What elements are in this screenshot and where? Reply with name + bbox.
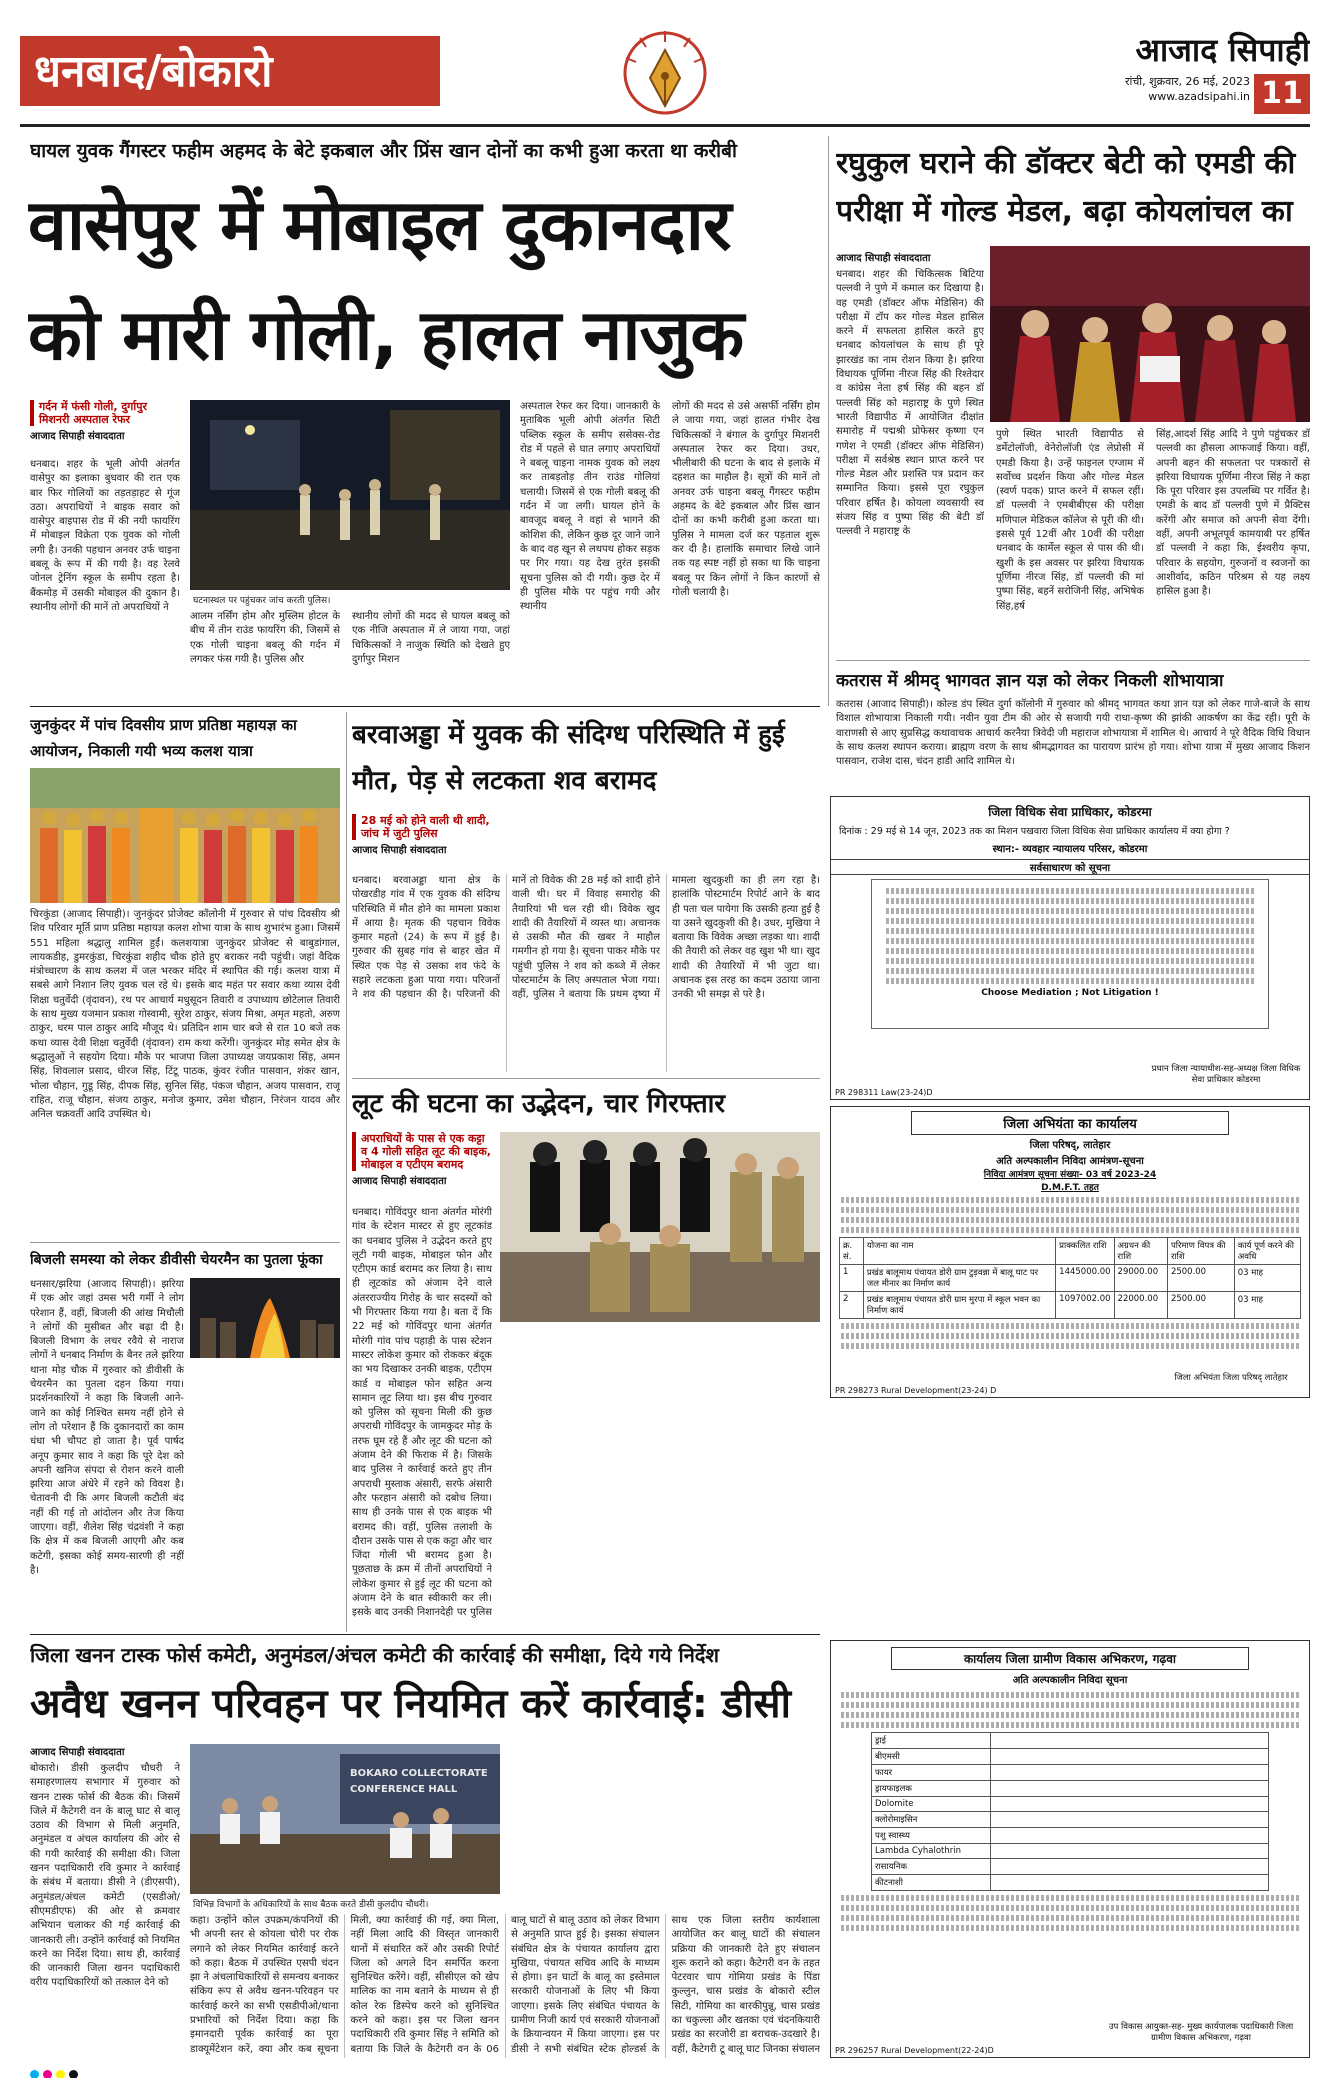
story1-byline: आजाद सिपाही संवाददाता [30,431,125,442]
ad2-text-line [841,1217,1299,1223]
ad3-cell [991,1749,1269,1765]
ad3-cell: फायर [872,1765,991,1781]
ad3-cell: बीएमसी [872,1749,991,1765]
table-row [872,1733,1269,1749]
story2-byline: आजाद सिपाही संवाददाता [836,253,931,264]
ad2-text-line [841,1343,1299,1349]
registration-dot [56,2070,65,2078]
story8-photo-text: BOKARO COLLECTORATE CONFERENCE HALL [350,1768,488,1795]
hr [836,660,1310,661]
ad1-sign: प्रधान जिला न्यायाधीश-सह-अध्यक्ष जिला विधिक सेवा प्राधिकार कोडरमा [1151,1064,1301,1085]
ad2-cell: 2500.00 [1167,1265,1234,1292]
ad3-cell [991,1765,1269,1781]
ad3-cell [991,1733,1269,1749]
ad3-table [871,1732,1269,1891]
table-row [872,1797,1269,1812]
ad2-th: योजना का नाम [863,1238,1055,1265]
ad1-text-line [886,948,1254,954]
ad3-subtitle: अति अल्पकालीन निविदा सूचना [1012,1675,1128,1686]
ad2-cell: 03 माह [1234,1292,1300,1319]
story1-col5: लोगों की मदद से उसे असर्फी नर्सिंग होम ले जाया गया, जहां हालत गंभीर देख चिकित्सकों ने बंगाल के दुर्गापुर मिशनरी अस्पताल रेफर कर दिया। उधर, भीलीबारी की घटना के बाद से इलाके में दहशत का माहौल है। सूत्रों की मानें तो अनवर उर्फ चाइना बबलू गैंगस्टर फहीम अहमद के बेटे इकबाल और प्रिंस खान दोनों का कभी करीबी हुआ करता था। पुलिस ने मामला दर्ज कर पड़ताल शुरू कर दी है। हालांकि समाचार लिखे जाने तक यह स्पष्ट नहीं हो सका था कि चाइना बबलू पर किन लोगों ने किन कारणों से गोली चलायी है। [672,401,820,598]
story6-subkicker-box [352,814,492,876]
section-title: धनबाद/बोकारो [34,46,273,97]
story1-photo-caption: घटनास्थल पर पहुंचकर जांच करती पुलिस। [190,592,510,606]
story7-subkicker: अपराधियों के पास से एक कट्टा व 4 गोली सहित लूट की बाइक, मोबाइल व एटीएम बरामद [352,1132,492,1171]
story8-body-left: बोकारो। डीसी कुलदीप चौधरी ने समाहरणालय सभागार में गुरुवार को खनन टास्क फोर्स की बैठक की। जिसमें जिले में कैटेगरी वन के बालू घाट से बालू उठाव की विभाग से मिली अनुमति, अनुमंडल व अंचल कार्यालय की ओर से की गयी कार्रवाई की समीक्षा की। जिला खनन पदाधिकारी रवि कुमार ने कार्रवाई के संबंध में बताया। डीसी ने (डीएसपी), अनुमंडल/अंचल कमेटी (एसडीओ/सीएमडीएफ) की ओर से क्रमवार अभियान चलाकर की गई कार्रवाई की जानकारी ली। उन्होंने कार्रवाई को नियमित करने का निर्देश दिया। साथ ही, कार्रवाई की जानकारी जिला खनन पदाधिकारी वरीय पदाधिकारियों को तत्काल देने को [30,1763,180,1989]
registration-dot [69,2070,78,2078]
registration-dot [30,2070,39,2078]
table-row [840,1292,1301,1319]
paper-name: आजाद सिपाही [1135,31,1310,69]
ad3-cell: कीटनाशी [872,1875,991,1891]
story7-byline: आजाद सिपाही संवाददाता [352,1176,447,1187]
story1-col1: धनबाद। शहर के भूली ओपी अंतर्गत वासेपुर का इलाका बुधवार की रात एक बार फिर गोलियों का तड़तड़ाहट से गूंज उठा। अपराधियों ने बाइक सवार को वासेपुर बाइपास रोड में की नयी फायरिंग में मोबाइल विक्रेता एक युवक को गोली लगी है। उनकी पहचान अनवर उर्फ चाइना बबलू के रूप में की गयी है। वह रेलवे जोनल ट्रेनिंग स्कूल के समीप रहता है। बैंकमोड़ में उसकी मोबाइल की दुकान है। स्थानीय लोगों की मानें तो अपराधियों ने [30,459,180,613]
ad2-text-line [841,1207,1299,1213]
hr [30,706,820,707]
story5-body: धनसार/झरिया (आजाद सिपाही)। झरिया में एक ओर जहां उमस भरी गर्मी ने लोग परेशान हैं, वहीं, बिजली की आंख मिचौली ने लोगों की मुसीबत और बढ़ा दी है। बिजली विभाग के लचर रवैये से नाराज लोगों ने धनबाद निर्माण के बैनर तले झरिया थाना मोड़ चौक में गुरुवार को डीवीसी के चेयरमैन का पुतला दहन किया गया। प्रदर्शनकारियों ने कहा कि बिजली आने-जाने का कोई निश्चित समय नहीं होने से लोग तो परेशान हैं कि दुकानदारों का काम धंधा भी चौपट हो जाता है। पूर्व पार्षद अनूप कुमार साव ने कहा कि पूरे देश को अपनी खनिज संपदा से रोशन करने वाली झरिया आज अंधेरे में रहने को विवश है। चेतावनी दी कि अगर बिजली कटौती बंद नहीं की गई तो आंदोलन और तेज किया जाएगा। वहीं, शैलेश सिंह चंद्रवंशी ने कहा कि क्षेत्र में कब बिजली आएगी और कब कटेगी, इसका कोई समय-सारणी ही नहीं है। [30,1279,184,1576]
ad2-ref: निविदा आमंत्रण सूचना संख्या- 03 वर्ष 2023-24 [983,1170,1157,1180]
story5-headline: बिजली समस्या को लेकर डीवीसी चेयरमैन का पुतला फूंका [30,1252,323,1268]
ad2-cell: 1097002.00 [1056,1292,1114,1319]
ad2-cell: 29000.00 [1114,1265,1167,1292]
ad1-legal-services [830,796,1310,1100]
story6-byline: आजाद सिपाही संवाददाता [352,845,447,856]
story4-photo [30,768,340,903]
story2-col3: सिंह,आदर्श सिंह आदि ने पुणे पहुंचकर डॉ पल्लवी का हौसला आफजाई किया। वहीं, अपनी बहन की सफलता पर पत्रकारों से झरिया विधायक पूर्णिमा नीरज सिंह ने कहा कि पूरा परिवार इस उपलब्धि पर गर्वित है। एमडी के बाद डॉ पल्लवी पुणे में प्रैक्टिस करेंगी और समाज को अपनी सेवा देंगी। वहीं, अपनी अभूतपूर्व कामयाबी पर हर्षित डॉ पल्लवी ने कहा कि, ईश्वरीय कृपा, परिवार के सहयोग, गुरुजनों व स्वजनों का आशीर्वाद, कठिन परिश्रम से यह लक्ष्य हासिल हुआ है। [1156,429,1310,598]
story1-subkicker-text: गर्दन में फंसी गोली, दुर्गापुर मिशनरी अस्पताल रेफर [30,400,180,426]
story8-photo-caption: विभिन्न विभागों के अधिकारियों के साथ बैठक करते डीसी कुलदीप चौधरी। [190,1896,500,1910]
ad2-cell: 1445000.00 [1056,1265,1114,1292]
ad2-cell: 2500.00 [1167,1292,1234,1319]
col-divider [346,712,347,1632]
dateline: रांची, शुक्रवार, 26 मई, 2023 [1124,75,1250,88]
ad1-text-line [886,938,1254,944]
ad1-text-line [886,978,1254,984]
ad1-text-line [886,908,1254,914]
table-row [872,1765,1269,1781]
ad1-footer: PR 298311 Law(23-24)D [835,1088,933,1097]
story1-col3: स्थानीय लोगों की मदद से घायल बबलू को एक नीजि अस्पताल में ले जाया गया, जहां चिकित्सकों ने नाजुक स्थिति को देखते हुए दुर्गापुर मिशन [352,611,510,665]
ad2-footer: PR 298273 Rural Development(23-24) D [835,1386,997,1395]
table-row [872,1859,1269,1875]
ad3-table-wrap [871,1732,1269,1891]
table-row [872,1844,1269,1859]
ad2-notice: अति अल्पकालीन निविदा आमंत्रण-सूचना [996,1156,1144,1167]
story6-subkicker: 28 मई को होने वाली थी शादी, जांच में जुटी पुलिस [352,814,492,840]
ad3-cell: Lambda Cyhalothrin [872,1844,991,1859]
ad3-cell [991,1828,1269,1844]
col-divider [828,136,829,706]
ad3-cell [991,1812,1269,1828]
ad2-cell: 22000.00 [1114,1292,1167,1319]
ad2-engineer-office [830,1106,1310,1398]
ad2-subtitle: जिला परिषद्, लातेहार [1029,1140,1111,1151]
ad3-cell [991,1859,1269,1875]
ad3-cell: ड्रायफाइलक [872,1781,991,1797]
story1-col4: अस्पताल रेफर कर दिया। जानकारी के मुताबिक भूली ओपी अंतर्गत सिटी पब्लिक स्कूल के समीप ससेक्स-रोड रोड में पहले से घात लगाए अपराधियों ने बबलू चाइना नामक युवक को लक्ष्य कर ताबड़तोड़ तीन राउंड गोलियां चलायी। जिसमें से एक गोली बबलू की गर्दन में जा लगी। घायल होने के बावजूद बबलू ने वहां से भागने की कोशिश की, लेकिन कुछ दूर जाने जाने के बाद वह खून से लथपथ होकर सड़क पर गिर गया। यह देख तुरंत इसकी सूचना पुलिस को दी गयी। कुछ देर में ही पुलिस मौके पर पहुंच गयी और स्थानीय [520,401,660,613]
ad1-text-line [886,918,1254,924]
ad2-th: अग्रधन की राशि [1114,1238,1167,1265]
ad2-table-wrap [839,1237,1301,1319]
registration-dot [43,2070,52,2078]
story7-photo [500,1132,820,1322]
ad3-text-line [841,1722,1299,1728]
ad1-text-line [886,898,1254,904]
story7-subkicker-box [352,1132,492,1202]
table-row [872,1781,1269,1797]
story3-headline: कतरास में श्रीमद् भागवत ज्ञान यज्ञ को लेकर निकली शोभायात्रा [836,671,1224,691]
story1-subkicker [30,400,180,460]
table-row [872,1749,1269,1765]
registration-marks [30,2064,1310,2078]
ad3-text-line [841,1905,1299,1911]
ad3-cell [991,1844,1269,1859]
ad3-sign: उप विकास आयुक्त-सह- मुख्य कार्यपालक पदाधिकारी जिला ग्रामीण विकास अभिकरण, गढ़वा [1108,2022,1294,2043]
ad3-footer: PR 296257 Rural Development(22-24)D [835,2046,994,2055]
story5-body-cont [190,1362,340,1628]
ad3-cell [991,1797,1269,1812]
ad2-cell: 2 [840,1292,864,1319]
ad3-rural-development [830,1640,1310,2058]
story7-body-cont [500,1328,820,1628]
ad2-th: कार्य पूर्ण करने की अवधि [1234,1238,1300,1265]
ad3-text-line [841,1925,1299,1931]
story4-body: चिरकुंडा (आजाद सिपाही)। जुनकुंदर प्रोजेक्ट कॉलोनी में गुरुवार से पांच दिवसीय श्री शिव परिवार मूर्ति प्राण प्रतिष्ठा महायज्ञ कलश शोभा यात्रा के साथ शुभारंभ हुआ। जिसमें 551 महिला श्रद्धालु शामिल हुईं। कलशयात्रा जुनकुंदर प्रोजेक्ट से बाबुडांगाल, लायकडीह, डुमरकुंडा, चिरकुंडा शहीद चौक होते हुए बराकर नदी पहुंची। जहां वैदिक मंत्रोच्चारण के साथ कलश में जल भरकर मंदिर में स्थापित की गई। कलश यात्रा में सबसे आगे निशान लिए युवक चल रहे थे। इसके बाद महंत पर सवार कथा व्यास देवी शिक्षा चतुर्वेदी (वृंदावन), रथ पर आचार्य मधुसूदन तिवारी व उपाध्याय छोटेलाल तिवारी के साथ मुख्य यजमान प्रकाश गोस्वामी, सुरेश ठाकुर, संजय मिश्रा, अमृत महतो, अरुण ठाकुर, धरम पाल ठाकुर आदि मौजूद थे। प्रतिदिन शाम चार बजे से रात 10 बजे तक कथा व्यास देवी शिक्षा चतुर्वेदी (वृंदावन) राम कथा करेंगी। जुनकुंदर मोड़ समेत क्षेत्र के श्रद्धालुओं ने सहयोग दिया। मौके पर भाजपा जिला उपाध्यक्ष जयप्रकाश सिंह, अमन सिंह, शिवलाल प्रसाद, धीरज सिंह, टिंटू पाठक, कुंवर रंजीत पासवान, शंकर खान, भोला चौहान, गुडू सिंह, दीपक सिंह, सुनिल सिंह, पंकज चौहान, अजय पासवान, राजू राहित, राजू चौहान, संजय ठाकुर, मनोज कुमार, उमेश चौहान, निरंजन यादव और अनिल चक्रवर्ती आदि उपस्थित थे। [30,909,340,1121]
hr [30,1634,820,1635]
ad2-text-line [841,1197,1299,1203]
story2-col2: पुणे स्थित भारती विद्यापीठ से डर्मेटोलॉजी, वेनेरोलॉजी एंड लेप्रोसी में एमडी किया है। उन्हें फाइनल एग्जाम में सर्वोच्च प्रदर्शन किया और गोल्ड मेडल (स्वर्ण पदक) प्राप्त करने में सफल रहीं। डॉ पल्लवी ने एमबीबीएस की परीक्षा मणिपाल मेडिकल कॉलेज से पूरी की थी। इससे पूर्व 12वीं और 10वीं की परीक्षा धनबाद के कार्मेल स्कूल से पास की थी। खुशी के इस अवसर पर झरिया विधायक पूर्णिमा नीरज सिंह, डॉ पल्लवी की मां पुष्पा सिंह, बहनें सरोजिनी सिंह, अभिषेक सिंह,हर्ष [996,429,1144,612]
pen-nib-icon [620,28,710,118]
story6-headline: बरवाअड्डा में युवक की संदिग्ध परिस्थिति में हुई मौत, पेड़ से लटकता शव बरामद [352,720,785,796]
ad2-text-line [841,1227,1299,1233]
table-row [840,1265,1301,1292]
ad1-text-line [886,888,1254,894]
ad3-cell [991,1781,1269,1797]
ad1-text-line [886,958,1254,964]
story5-photo [190,1278,340,1358]
table-row [872,1828,1269,1844]
story2-col1: धनबाद। शहर की चिकित्सक बिटिया पल्लवी ने पुणे में कमाल कर दिखाया है। वह एमडी (डॉक्टर ऑफ मेडिसिन) की परीक्षा में टॉप कर गोल्ड मेडल हासिल करने में सफलता हासिल करते हुए धनबाद कोयलांचल के साथ ही पूरे झारखंड का नाम रोशन किया है। झरिया विधायक पूर्णिमा नीरज सिंह की रिश्तेदार व कांग्रेस नेता हर्ष सिंह की बहन डॉ पल्लवी सिंह को महाराष्ट्र के पुणे स्थित भारती विद्यापीठ में आयोजित दीक्षांत समारोह में पद्मश्री प्रोफेसर कृष्णा एन गणेश ने एमडी (डॉक्टर ऑफ मेडिसिन) परीक्षा में सर्वश्रेष्ठ स्थान प्राप्त करने पर गोल्ड मेडल और प्रशस्ति पत्र प्रदान कर सम्मानित किया। इससे पूरा रघुकुल परिवार हर्षित है। कोयला व्यवसायी स्व संजय सिंह व पुष्पा सिंह की बेटी डॉ पल्लवी ने महाराष्ट्र के [836,269,984,538]
ad3-cell [991,1875,1269,1891]
ad2-dmft: D.M.F.T. तहत [1041,1183,1099,1193]
ad2-text-line [841,1323,1299,1329]
ad3-cell: Dolomite [872,1797,991,1812]
ad1-line1: दिनांक : 29 मई से 14 जून, 2023 तक का मिशन पखवारा जिला विधिक सेवा प्राधिकार कार्यालय में क्या होगा ? [839,826,1230,837]
story1-headline-line1: वासेपुर में मोबाइल दुकानदार [28,184,731,266]
story2-photo [990,246,1310,422]
story8-kicker: जिला खनन टास्क फोर्स कमेटी, अनुमंडल/अंचल कमेटी की कार्रवाई की समीक्षा, दिये गये निर्देश [30,1643,720,1667]
hr [30,1242,340,1243]
story8-photo [190,1744,500,1894]
ad1-line2: स्थान:- व्यवहार न्यायालय परिसर, कोडरमा [992,844,1148,855]
story3-body: कतरास (आजाद सिपाही)। कोल्ड डंप स्थित दुर्गा कॉलोनी में गुरुवार को श्रीमद् भागवत कथा ज्ञान यज्ञ को लेकर गाजे-बाजे के साथ विशाल शोभायात्रा निकाली गयी। नवीन युवा टीम की ओर से सजायी गयी राधा-कृष्ण की झांकी आकर्षण का केंद्र रही। पूरी के वाराणसी से आए सुप्रसिद्ध कथावाचक आचार्य करनैया त्रिवेदी जी महाराज शोभायात्रा में शामिल थे। आचार्य ने पूरे वैदिक विधि विधान के साथ कलश स्थापन कराया। ब्राह्मण वरण के साथ श्रीमद्भागवत का पारायण प्रारंभ हो गया। शोभा यात्रा में मुख्य आजाद किशन पासवान, राजेश दास, चंदन हाडी आदि शामिल थे। [836,699,1310,768]
ad1-text-line [886,968,1254,974]
ad2-sign: जिला अभियंता जिला परिषद् लातेहार [1174,1373,1288,1383]
table-row [872,1875,1269,1891]
ad3-text-line [841,1702,1299,1708]
story8-headline: अवैध खनन परिवहन पर नियमित करें कार्रवाई: डीसी [30,1681,791,1727]
masthead [20,28,1310,120]
ad3-cell: पशु स्वास्थ्य [872,1828,991,1844]
table-row [872,1812,1269,1828]
story2-headline: रघुकुल घराने की डॉक्टर बेटी को एमडी की परीक्षा में गोल्ड मेडल, बढ़ा कोयलांचल का [836,146,1296,229]
ad1-title: जिला विधिक सेवा प्राधिकार, कोडरमा [988,805,1152,819]
ad2-th: क्र. सं. [840,1238,864,1265]
website: www.azadsipahi.in [1148,90,1250,103]
story6-body: धनबाद। बरवाअड्डा थाना क्षेत्र के पोखरडीह गांव में एक युवक की संदिग्ध परिस्थिति में मौत होने का मामला प्रकाश में आया है। मृतक की पहचान विवेक कुमार महतो (24) के रूप में हुई है। गुरुवार की सुबह गांव से बाहर खेत में स्थित एक पेड़ से उसका शव फंदे के सहारे लटकता हुआ पाया गया। परिजनों ने शव की पहचान की है। परिजनों की मानें तो विवेक की 28 मई को शादी होने वाली थी। घर में विवाह समारोह की तैयारियां भी चल रही थी। विवेक खुद शादी की तैयारियों में व्यस्त था। अचानक से उसकी मौत की खबर ने माहौल गमगीन हो गया है। सूचना पाकर मौके पर पहुंची पुलिस ने शव को कब्जे में लेकर पोस्टमार्टम के लिए अस्पताल भेजा गया। वहीं, पुलिस ने बताया कि प्रथम दृष्या में मामला खुदकुशी का ही लग रहा है। हालांकि पोस्टमार्टम रिपोर्ट आने के बाद ही पता चल पायेगा कि उसकी हत्या हुई है या उसने खुदकुशी की है। उधर, मुखिया ने बताया कि विवेक अच्छा लड़का था। शादी की तैयारी को लेकर वह खुश भी था। खुद शादी की तैयारियों में भी जुटा था। अचानक इस तरह का कदम उठाया जाना उनकी भी समझ से परे है। [352,875,820,1001]
ad3-text-line [841,1712,1299,1718]
ad3-cell: ड्राई [872,1733,991,1749]
masthead-rule [20,124,1310,127]
story7-body: धनबाद। गोविंदपुर थाना अंतर्गत मोरंगी गांव के स्टेशन मास्टर से हुए लूटकांड का धनबाद पुलिस ने उद्भेदन करते हुए लूटी गयी बाइक, मोबाइल फोन और एटीएम कार्ड बरामद कर लिया है। साथ ही लूटकांड को अंजाम देने वाले अंतरराज्यीय गिरोह के चार सदस्यों को भी गिरफ्तार किया गया है। बता दें कि 22 मई को गोविंदपुर थाना अंतर्गत मोरंगी गांव पांच पहाड़ी के पास स्टेशन मास्टर लोकेश कुमार को रोककर बंदूक का भय दिखाकर उनकी बाइक, एटीएम कार्ड व मोबाइल फोन सहित अन्य सामान लूट लिया था। इस बीच गुरुवार को पुलिस को सूचना मिली की कुछ अपराधी गोविंदपुर के जामकुदर मोड़ के तरफ घूम रहे हैं और लूट की घटना को अंजाम देने की फिराक में है। जिसके बाद पुलिस ने कार्रवाई करते हुए तीन अपराधी मुस्ताक अंसारी, सरफे अंसारी और फरहान अंसारी को दबोच लिया। साथ ही उनके पास से एक बाइक भी बरामद की। वहीं, पुलिस तलाशी के दौरान उसके पास से एक कट्टा और चार जिंदा गोली भी बरामद हुआ है। पूछताछ के क्रम में तीनों अपराधियों ने लोकेश कुमार से हुई लूट की घटना को अंजाम देने के बात स्वीकारी कर ली। इसके बाद उनकी निशानदेही पर पुलिस [352,1207,492,1619]
ad3-cell: क्लोरोमाइसिन [872,1812,991,1828]
story1-kicker: घायल युवक गैंगस्टर फहीम अहमद के बेटे इकबाल और प्रिंस खान दोनों का कभी हुआ करता था करीबी [30,140,737,162]
ad2-cell: प्रखंड बालूमाथ पंचायत डोरी ग्राम टुड़वन्ना में बालू घाट पर जल मीनार का निर्माण कार्य [863,1265,1055,1292]
story7-headline: लूट की घटना का उद्भेदन, चार गिरफ्तार [352,1089,726,1119]
ad3-text-line [841,1692,1299,1698]
ad3-text-line [841,1895,1299,1901]
hr [352,1078,820,1079]
ad2-table [839,1237,1301,1319]
ad2-title: जिला अभियंता का कार्यालय [911,1111,1229,1135]
story4-headline: जुनकुंदर में पांच दिवसीय प्राण प्रतिष्ठा महायज्ञ का आयोजन, निकाली गयी भव्य कलश यात्रा [30,716,297,760]
story8-body-right: कहा। उन्होंने कोल उपक्रम/कंपनियों की भी अपनी स्तर से कोयला चोरी पर रोक लगाने को लेकर नियमित कार्रवाई करने को कहा। बैठक में उपस्थित एसपी चंदन झा ने अंचलाधिकारियों से समन्वय बनाकर संकिय रूप से अवैध खनन-परिवहन पर कार्रवाई करने का सभी एसडीपीओ/थाना प्रभारियों को निर्देश दिया। कहा कि इमानदारी पूर्वक कार्रवाई का पूरा डाक्यूमेंटेशन करें, क्या और कब सूचना मिली, क्या कार्रवाई की गई, क्या मिला, नहीं मिला आदि की विस्तृत जानकारी थानों में संधारित करें और उसकी रिपोर्ट जिला को अगले दिन समर्पित करना सुनिश्चित करेंगे। वहीं, सीसीएल को खेप मालिक का नाम बताने के माध्यम से ही कोल रेक डिस्पेच करने को सुनिश्चित करने को कहा। इस पर जिला खनन पदाधिकारी रवि कुमार सिंह ने समिति को बताया कि जिले के कैटेगरी वन के 06 बालू घाटों से बालू उठाव को लेकर विभाग से अनुमति प्राप्त हुई है। इसका संचालन संबंधित क्षेत्र के पंचायत कार्यालय द्वारा मुखिया, पंचायत सचिव आदि के माध्यम से होगा। इन घाटों के बालू का इस्तेमाल सरकारी योजनाओं के लिए भी किया जाएगा। इसके लिए संबंधित पंचायत के ग्रामीण निजी कार्य एवं सरकारी योजनाओं के क्रियान्वयन में किया जाएगा। इस पर डीसी ने सभी संबंधित स्टेक होल्डर्स के साथ एक जिला स्तरीय कार्यशाला आयोजित कर बालू घाटों की संचालन प्रक्रिया की जानकारी देते हुए संचालन शुरू कराने को कहा। कैटेगरी वन के तहत पेटरवार चाप गोमिया प्रखंड के पिंडा कुल्लुन, चास प्रखंड के बोकारो स्टील सिटी, गोमिया का बारकीपुन्नू, चास प्रखंड का चकुल्ला और खतका एवं चंदनकियारी प्रखंड का सरजोरी डा बराचक-उदखारे है। वहीं, कैटेगरी टू बालू घाट जिनका संचालन [190,1915,820,2055]
ad3-title: कार्यालय जिला ग्रामीण विकास अभिकरण, गढ़वा [891,1647,1249,1670]
ad2-cell: 1 [840,1265,864,1292]
ad1-inner-box [871,879,1269,1029]
ad2-th: परिमाण विपत्र की राशि [1167,1238,1234,1265]
ad1-subtitle: सर्वसाधारण को सूचना [831,859,1309,875]
ad2-th: प्राक्कलित राशि [1056,1238,1114,1265]
ad3-cell: रासायनिक [872,1859,991,1875]
story1-col2: आलम नर्सिंग होम और मुस्लिम होटल के बीच में तीन राउंड फायरिंग की, जिसमें से एक गोली चाइना बबलू की गर्दन में लगकर फंस गयी है। पुलिस और [190,611,340,665]
page-number: 11 [1254,74,1310,114]
ad2-table-head [840,1238,1301,1265]
ad1-text-line [886,928,1254,934]
ad2-cell: प्रखंड बालूमाथ पंचायत डोरी ग्राम मुरपा में स्कूल भवन का निर्माण कार्य [863,1292,1055,1319]
story1-photo [190,400,510,590]
ad2-cell: 03 माह [1234,1265,1300,1292]
ad1-tagline: Choose Mediation ; Not Litigation ! [981,988,1159,998]
ad2-text-line [841,1333,1299,1339]
story8-byline: आजाद सिपाही संवाददाता [30,1747,125,1758]
story1-headline-line2: को मारी गोली, हालत नाजुक [28,294,744,376]
ad3-text-line [841,1915,1299,1921]
